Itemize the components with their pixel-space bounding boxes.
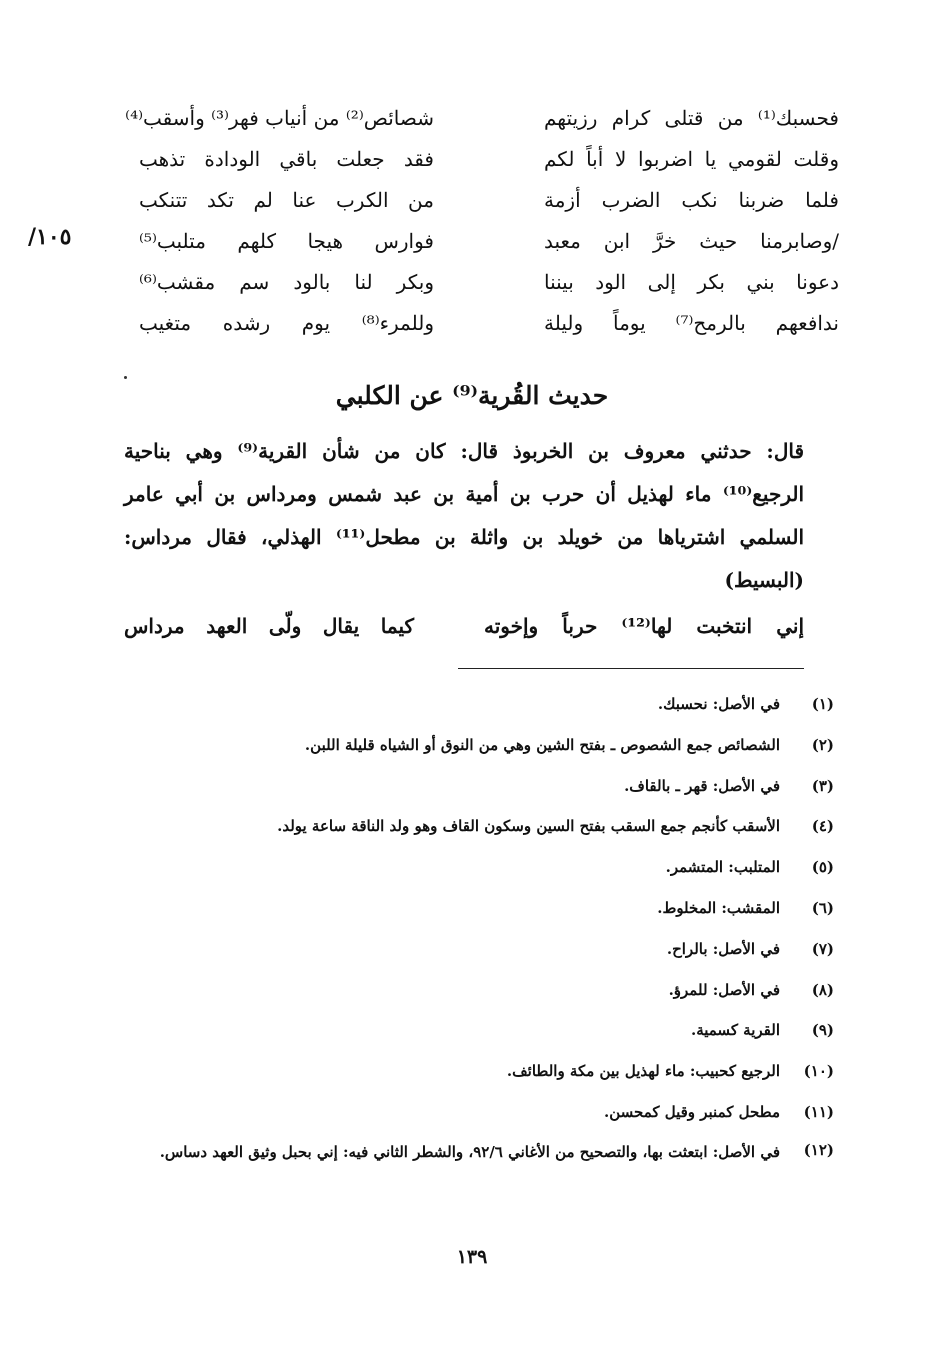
first-hemistich: فلما ضربنا نكب الضرب أزمة — [544, 188, 839, 212]
second-hemistich: فوارس هيجا كلهم متلبب⁽⁵⁾ — [139, 229, 434, 253]
second-hemistich: من الكرب عنا لم تكد تتنكب — [139, 188, 434, 212]
poem-line — [125, 100, 839, 136]
first-hemistich: ندافعهم بالرمح⁽⁷⁾ يوماً وليلة — [544, 311, 839, 335]
footnote — [114, 847, 834, 888]
footnote-text: المتلبب: المتشمر. — [665, 858, 780, 877]
footnote — [114, 1092, 834, 1133]
footnote-number: (٩) — [811, 1021, 834, 1040]
footnote-text: في الأصل: بالراح. — [666, 939, 780, 958]
first-hemistich: فحسبك⁽¹⁾ من قتلى كرام رزيتهم — [544, 106, 839, 130]
first-hemistich: وقلت لقومي يا اضربوا لا أباً لكم — [544, 147, 839, 171]
footnote-text: في الأصل: للمرؤ. — [668, 980, 780, 999]
footnote-text: الشصائص جمع الشصوص ـ بفتح الشين وهي من النوق أو الشياه قليلة اللبن. — [304, 735, 780, 754]
prose-text: قال: حدثني معروف بن الخربوذ قال: كان من شأن القرية⁽⁹⁾ وهي بناحية الرجيع⁽¹⁰⁾ ماء لهذيل أن حرب بن أمية بن عبد شمس ومرداس بن أبي عامر السلمي اشترياها من خويلد بن واثلة بن مطحل⁽¹¹⁾ الهذلي، فقال مرداس: (البسيط) — [124, 439, 805, 592]
footnote-number: (١) — [811, 695, 834, 713]
footnote-number: (٥) — [811, 858, 834, 877]
footnote — [114, 1133, 834, 1169]
footnote — [114, 725, 834, 766]
poem-line — [139, 223, 839, 259]
marginal-page-reference: /١٠٥ — [28, 224, 72, 250]
footnote-separator — [458, 668, 804, 669]
footnote-number: (٨) — [811, 980, 834, 999]
page-number: ١٣٩ — [456, 1246, 488, 1268]
first-hemistich: /وصابرمنا حيث خرَّ ابن معبد — [544, 229, 839, 253]
poem-line — [139, 182, 839, 218]
footnote-text: مطحل كمنبر وقيل كمحسن. — [603, 1102, 780, 1121]
footnote-text: القرية كسمية. — [690, 1021, 780, 1040]
footnote-number: (١٠) — [803, 1062, 834, 1081]
footnote-text: الأسقب كأنجم جمع السقب بفتح السين وسكون القاف وهو ولد الناقة ساعة يولد. — [277, 817, 780, 836]
footnote-number: (٤) — [811, 817, 834, 836]
footnote-text: المقشب: المخلوط. — [657, 898, 780, 917]
first-hemistich: إني انتخبت لها⁽¹²⁾ حرباً وإخوته — [484, 614, 804, 638]
footnote — [114, 806, 834, 847]
section-title: حديث القُرية⁽⁹⁾ عن الكلبي — [335, 381, 609, 410]
footnote — [114, 684, 834, 725]
first-hemistich: دعونا بني بكر إلى الود بيننا — [544, 270, 839, 294]
poem-line — [139, 305, 839, 341]
footnote-number: (١٢) — [803, 1140, 834, 1159]
footnote-text: في الأصل: ابتعثت بها، والتصحيح من الأغاني ٩٢/٦، والشطر الثاني فيه: إني بحبل وثيق العهد دساس. — [159, 1142, 780, 1161]
second-hemistich: شصائص⁽²⁾ من أنياب فهر⁽³⁾ وأسقب⁽⁴⁾ — [125, 106, 434, 130]
footnote — [114, 1010, 834, 1051]
footnote-number: (٦) — [811, 898, 834, 917]
second-hemistich: وللمرء⁽⁸⁾ يوم رشده متغيب — [139, 311, 434, 335]
footnote-text: الرجيع كحبيب: ماء لهذيل بين مكة والطائف. — [506, 1062, 780, 1081]
footnote-number: (٢) — [811, 735, 834, 754]
verse-line — [124, 604, 804, 648]
footnote-text: في الأصل: قهر ـ بالقاف. — [624, 776, 780, 795]
second-hemistich: وبكر لنا بالود سم مقشب⁽⁶⁾ — [139, 270, 434, 294]
footnote — [114, 888, 834, 929]
prose-paragraph — [124, 430, 804, 602]
footnote-number: (١١) — [803, 1102, 834, 1121]
poem-line — [139, 264, 839, 300]
poem-line — [139, 141, 839, 177]
footnotes — [114, 684, 834, 1169]
second-hemistich: فقد جعلت باقي الودادة تذهب — [139, 147, 434, 171]
footnote-number: (٧) — [811, 939, 834, 958]
footnote-text: في الأصل: نحسبك. — [657, 695, 780, 713]
footnote — [114, 1051, 834, 1092]
poem-block — [125, 100, 839, 345]
footnote-number: (٣) — [811, 776, 834, 795]
footnote — [114, 766, 834, 807]
second-hemistich: كيما يقال ولّى العهد مرداس — [124, 614, 414, 638]
footnote — [114, 970, 834, 1011]
footnote — [114, 929, 834, 970]
